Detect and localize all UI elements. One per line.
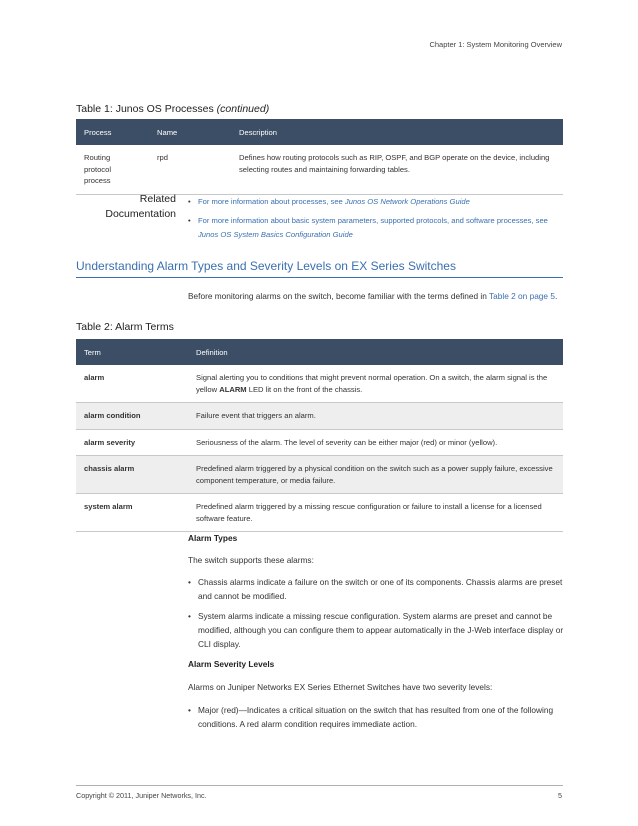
term-cell: alarm condition [76, 403, 188, 430]
table2-header-term: Term [84, 347, 101, 357]
alarm-types-heading: Alarm Types [188, 533, 238, 543]
related-item1-prefix: For more information about processes, see [198, 197, 345, 206]
definition-pre: Signal alerting you to conditions that might prevent normal operation. On a switch, the alarm signal is the yellow [196, 373, 548, 394]
list-item: • Major (red)—Indicates a critical situation on the switch that has resulted from one of the following conditions. A red alarm condition requires immediate action. [188, 703, 566, 731]
definition-cell: Predefined alarm triggered by a missing rescue configuration or failure to install a license for a licensed software feature. [188, 494, 563, 532]
list-item: • Chassis alarms indicate a failure on the switch or one of its components. Chassis alarms are preset and cannot be modified. [188, 575, 566, 603]
page-number: 5 [558, 791, 562, 800]
term-cell: system alarm [76, 494, 188, 532]
list-item: • System alarms indicate a missing rescue configuration. System alarms are preset and cannot be modified, although you can configure them to appear automatically in the J-Web interface display or CLI display. [188, 609, 566, 651]
related-item2-link[interactable]: Junos OS System Basics Configuration Guide [198, 230, 353, 239]
running-header: Chapter 1: System Monitoring Overview [429, 40, 562, 49]
table2-caption: Table 2: Alarm Terms [76, 321, 174, 333]
term-cell: alarm [76, 365, 188, 403]
table1-header-process: Process [84, 127, 112, 137]
severity-list [188, 703, 566, 737]
severity-intro: Alarms on Juniper Networks EX Series Ethernet Switches have two severity levels: [188, 682, 493, 692]
definition-cell: Failure event that triggers an alarm. [188, 403, 563, 430]
section-intro [188, 289, 566, 303]
definition-cell: Seriousness of the alarm. The level of severity can be either major (red) or minor (yellow). [188, 429, 563, 456]
table1-processes [76, 119, 563, 195]
related-item1-link[interactable]: Junos OS Network Operations Guide [344, 197, 470, 206]
intro-end: . [554, 291, 558, 301]
section-title: Understanding Alarm Types and Severity Levels on EX Series Switches [76, 259, 456, 273]
alarm-types-intro: The switch supports these alarms: [188, 555, 314, 565]
table1-caption [76, 103, 269, 115]
table2-header-definition: Definition [196, 347, 228, 357]
table1-cell-process: Routing protocol process [76, 145, 149, 194]
section-divider [76, 277, 563, 278]
table-row [76, 456, 563, 494]
table2-header-row [76, 339, 563, 365]
severity-heading: Alarm Severity Levels [188, 659, 275, 669]
footer-divider [76, 785, 563, 786]
table1-caption-main: Table 1: Junos OS Processes [76, 103, 217, 115]
table-row [76, 403, 563, 430]
related-label-line2: Documentation [105, 208, 176, 220]
table2-alarm-terms [76, 339, 563, 532]
table-row [76, 429, 563, 456]
table1-header-name: Name [157, 127, 178, 137]
related-label-line1: Related [139, 193, 176, 205]
table1-cell-description: Defines how routing protocols such as RIP, OSPF, and BGP operate on the device, including selecting routes and maintaining forwarding tables. [231, 145, 563, 194]
alarm-types-list [188, 575, 566, 657]
term-cell: chassis alarm [76, 456, 188, 494]
related-item2-prefix: For more information about basic system parameters, supported protocols, and software processes, see [198, 216, 548, 225]
definition-post: LED lit on the front of the chassis. [246, 384, 363, 394]
related-documentation-label [76, 192, 176, 222]
table1-header-row [76, 119, 563, 145]
related-item-system-basics[interactable] [188, 214, 566, 242]
table-row [76, 145, 563, 194]
alarm-led-label: ALARM [219, 384, 247, 394]
table1-cell-name: rpd [149, 145, 231, 194]
table-row [76, 494, 563, 532]
definition-cell: Predefined alarm triggered by a physical condition on the switch such as a power supply failure, excessive component temperature, or media failure. [188, 456, 563, 494]
intro-text: Before monitoring alarms on the switch, become familiar with the terms defined in [188, 291, 489, 301]
related-documentation-list [188, 195, 566, 247]
table-row [76, 365, 563, 403]
definition-cell [188, 365, 563, 403]
term-cell: alarm severity [76, 429, 188, 456]
related-item-processes[interactable] [188, 195, 566, 209]
table1-header-description: Description [239, 127, 277, 137]
table2-xref-link[interactable]: Table 2 on page 5 [488, 291, 555, 301]
table1-caption-continued: (continued) [216, 103, 270, 115]
footer-copyright: Copyright © 2011, Juniper Networks, Inc. [76, 791, 207, 800]
